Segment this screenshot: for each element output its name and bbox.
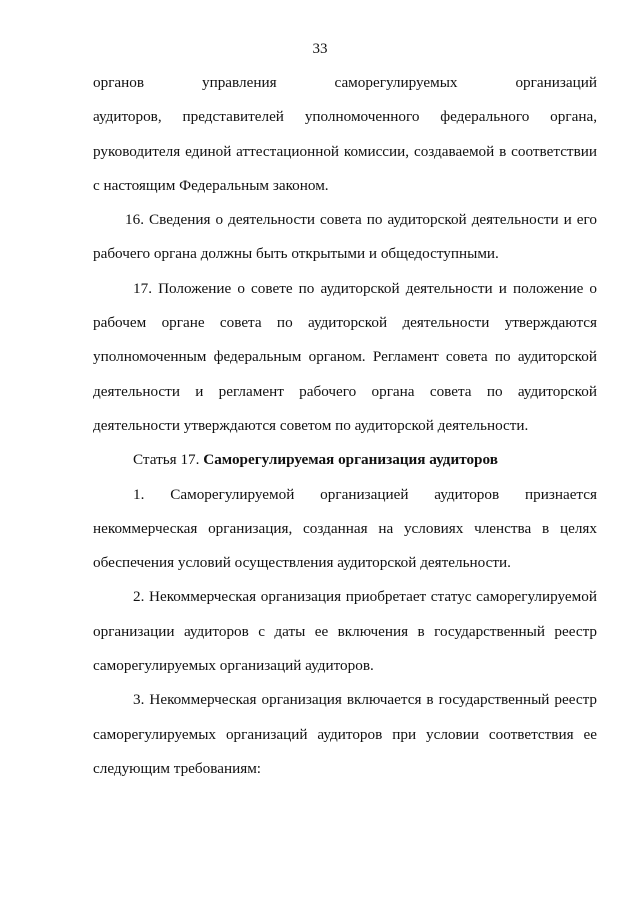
- text-line: организации аудиторов с даты ее включения в государственный реестр: [93, 622, 597, 640]
- text-line: рабочем органе совета по аудиторской деятельности утверждаются: [93, 314, 597, 332]
- text-line: обеспечения условий осуществления аудиторской деятельности.: [93, 554, 511, 572]
- article-heading-line: [93, 443, 597, 477]
- text-line: саморегулируемых организаций аудиторов.: [93, 657, 374, 675]
- document-body: [93, 66, 597, 786]
- text-line: 17. Положение о совете по аудиторской деятельности и положение о: [133, 279, 597, 297]
- text-line: руководителя единой аттестационной комиссии, создаваемой в соответствии: [93, 142, 597, 160]
- text-line: аудиторов, представителей уполномоченного федерального органа,: [93, 108, 597, 126]
- text-line: следующим требованиям:: [93, 759, 262, 777]
- paragraph-item-16: [93, 203, 597, 272]
- text-line: 3. Некоммерческая организация включается в государственный реестр: [133, 691, 597, 709]
- text-line: органов управления саморегулируемых организаций: [93, 74, 597, 91]
- paragraph-item-1: [93, 478, 597, 581]
- paragraph-item-17: [93, 272, 597, 443]
- text-line: деятельности утверждаются советом по аудиторской деятельности.: [93, 416, 529, 434]
- text-line: уполномоченным федеральным органом. Регламент совета по аудиторской: [93, 348, 597, 366]
- text-line: с настоящим Федеральным законом.: [93, 176, 329, 194]
- text-line: 16. Сведения о деятельности совета по аудиторской деятельности и его: [125, 211, 597, 229]
- article-prefix: Статья 17.: [133, 451, 200, 469]
- text-line: деятельности и регламент рабочего органа совета по аудиторской: [93, 382, 597, 400]
- text-line: рабочего органа должны быть открытыми и общедоступными.: [93, 245, 499, 263]
- page-number: 33: [312, 41, 328, 57]
- text-line: 1. Саморегулируемой организацией аудиторов признается: [133, 485, 597, 503]
- paragraph-continuation: [93, 66, 597, 203]
- paragraph-item-2: [93, 580, 597, 683]
- text-line: некоммерческая организация, созданная на условиях членства в целях: [93, 519, 597, 537]
- text-line: 2. Некоммерческая организация приобретает статус саморегулируемой: [133, 588, 597, 606]
- article-title: Саморегулируемая организация аудиторов: [203, 451, 498, 469]
- article-heading: [93, 443, 597, 477]
- paragraph-item-3: [93, 683, 597, 786]
- text-line: саморегулируемых организаций аудиторов при условии соответствия ее: [93, 725, 597, 743]
